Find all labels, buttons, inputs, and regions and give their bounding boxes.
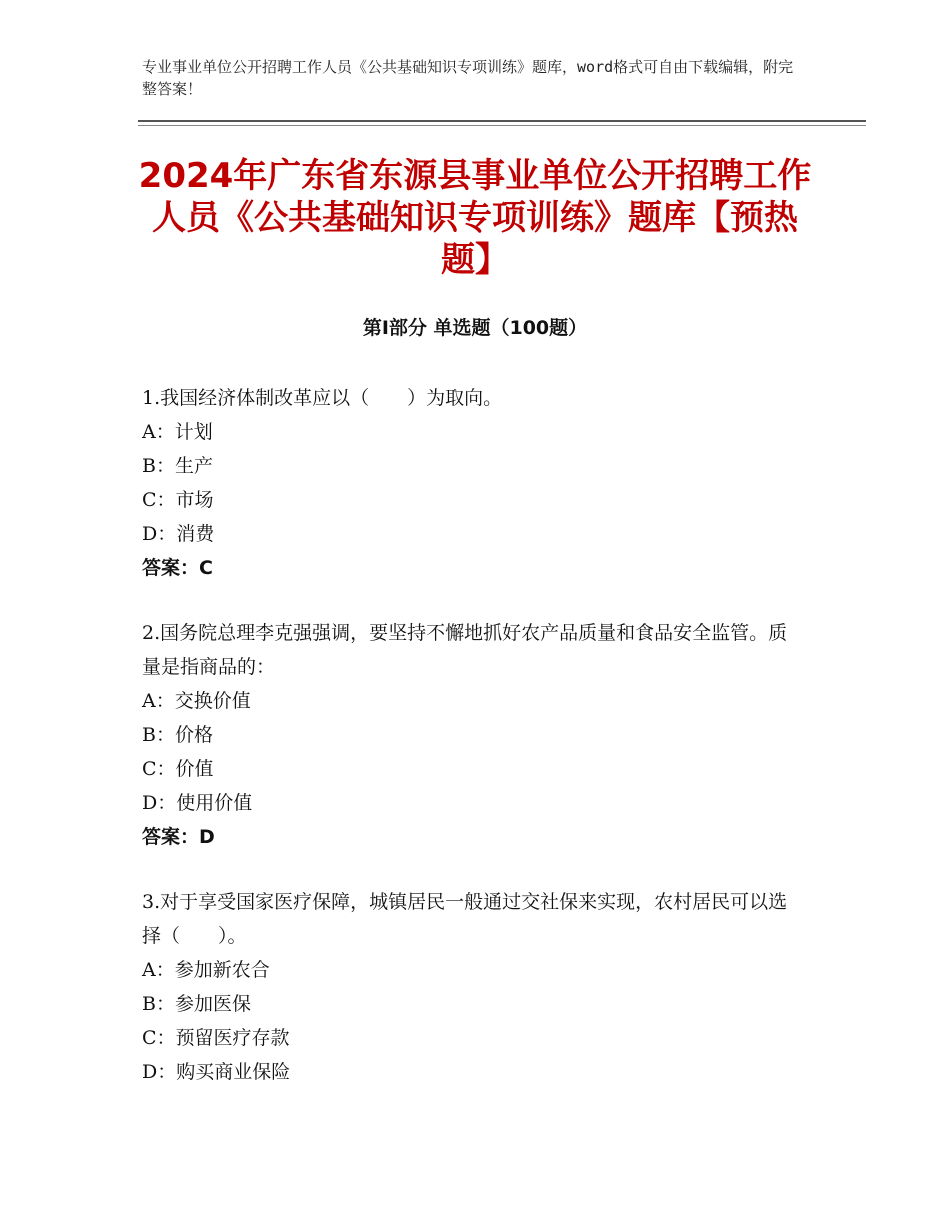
option-d: D：购买商业保险: [142, 1061, 291, 1083]
header-rule-thin: [138, 125, 866, 126]
option-c: C：预留医疗存款: [142, 1027, 290, 1049]
document-title: 2024年广东省东源县事业单位公开招聘工作人员《公共基础知识专项训练》题库【预热题】: [138, 156, 812, 280]
answer-line: 答案：D: [142, 826, 215, 848]
answer-line: 答案：C: [142, 557, 213, 579]
header-rule-thick: [138, 120, 866, 122]
option-b: B：价格: [142, 724, 213, 746]
question-stem: 3.对于享受国家医疗保障，城镇居民一般通过交社保来实现，农村居民可以选择（ ）。: [142, 891, 788, 947]
option-d: D：使用价值: [142, 792, 253, 814]
option-a: A：参加新农合: [142, 959, 270, 981]
question-stem: 2.国务院总理李克强强调，要坚持不懈地抓好农产品质量和食品安全监管。质量是指商品的：: [142, 622, 788, 678]
option-d: D：消费: [142, 523, 215, 545]
option-b: B：生产: [142, 455, 213, 477]
question-3: [142, 885, 802, 1089]
option-b: B：参加医保: [142, 993, 251, 1015]
question-list: [142, 381, 802, 1120]
page-header: 专业事业单位公开招聘工作人员《公共基础知识专项训练》题库，word格式可自由下载编辑，附完整答案！: [142, 58, 794, 98]
question-stem: 1.我国经济体制改革应以（ ）为取向。: [142, 387, 503, 409]
option-a: A：交换价值: [142, 690, 251, 712]
option-a: A：计划: [142, 421, 213, 443]
option-c: C：市场: [142, 489, 214, 511]
question-2: [142, 616, 802, 854]
option-c: C：价值: [142, 758, 214, 780]
question-1: [142, 381, 802, 585]
section-heading: 第Ⅰ部分 单选题（100题）: [362, 317, 588, 339]
